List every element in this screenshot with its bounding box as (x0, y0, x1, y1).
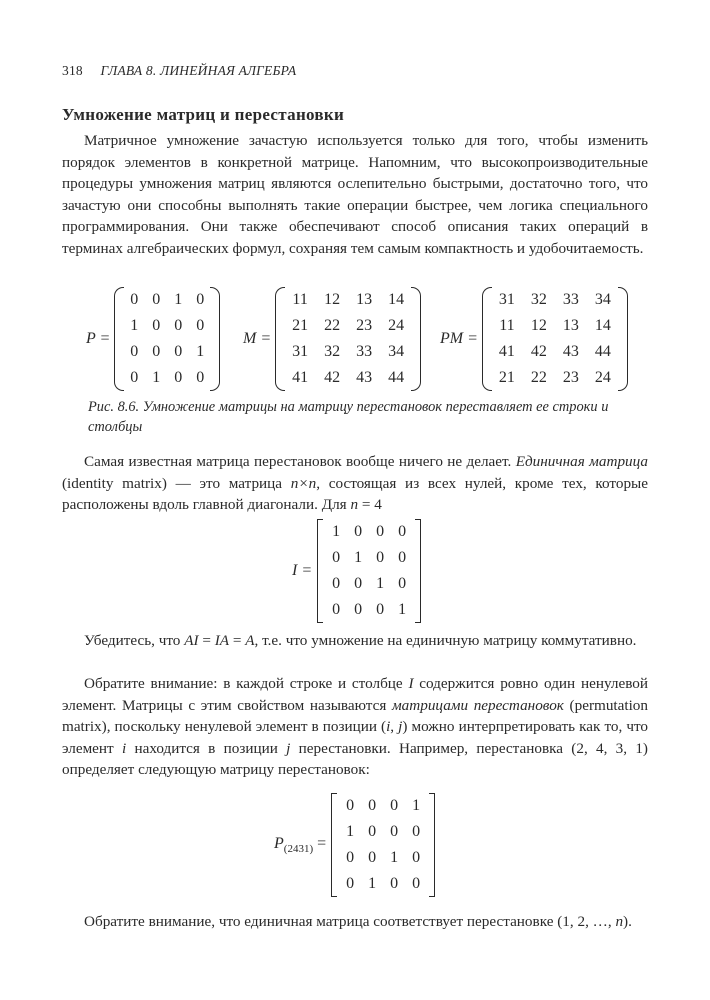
paragraph-4-text (62, 673, 648, 781)
paragraph-2-text (62, 451, 648, 516)
perm-symbol: P (274, 834, 284, 852)
math-ia: IA (214, 632, 230, 649)
matrix-cell: 33 (562, 291, 579, 308)
paragraph-2 (62, 451, 648, 516)
matrix-cell: 1 (152, 369, 161, 386)
matrix-cell: 13 (562, 317, 579, 334)
matrix-p-label: P = (86, 330, 111, 347)
matrix-cell: 1 (130, 317, 139, 334)
matrix-cell: 0 (376, 549, 385, 566)
matrix-cell: 0 (152, 343, 161, 360)
matrix-cell: 11 (292, 291, 308, 308)
matrix-cell: 0 (390, 823, 399, 840)
paragraph-1 (62, 130, 648, 260)
matrix-cell: 0 (354, 575, 363, 592)
matrix-cell: 0 (196, 291, 205, 308)
text-run: , (390, 718, 399, 736)
matrix-cell: 21 (498, 369, 515, 386)
matrix-cell: 31 (498, 291, 515, 308)
text-run: = (229, 632, 246, 649)
matrix-cell: 0 (354, 523, 363, 540)
math-i: I (408, 675, 414, 692)
matrix-cell: 1 (376, 575, 385, 592)
text-run: Самая известная матрица перестановок вообще ничего не делает. (84, 453, 516, 470)
text-run: Убедитесь, что (84, 632, 185, 649)
text-run: = (198, 632, 215, 649)
matrix-cell: 44 (594, 343, 611, 360)
text-run: (identity matrix) — это матрица (62, 474, 291, 492)
matrix-cell: 0 (390, 875, 399, 892)
matrix-cell: 31 (292, 343, 309, 360)
matrix-cell: 32 (324, 343, 341, 360)
matrix-cell: 14 (388, 291, 405, 308)
permutation-matrix (330, 793, 436, 897)
matrix-cell: 12 (530, 317, 547, 334)
identity-matrix (316, 519, 422, 623)
math-j: j (398, 718, 403, 736)
matrix-cell: 0 (412, 875, 421, 892)
matrix-cell: 0 (398, 523, 407, 540)
matrix-cell: 1 (174, 291, 183, 308)
matrix-m-label: M = (243, 330, 272, 347)
matrix-cell: 1 (354, 549, 363, 566)
paragraph-1-text: Матричное умножение зачастую используется только для того, чтобы изменить порядок элементов в конкретной матрице. Напомним, что высокопроизводительные процедуры умножения матриц являются ослепительно быстрыми, достаточно того, что зачастую они способны выполнять такие операции быстрее, чем логика специального программирования. Они также обеспечивают способ описания таких операций в терминах алгебраических формул, сохраняя тем самым компактность и удобочитаемость. (62, 132, 648, 257)
matrix-cell: 41 (498, 343, 515, 360)
running-header (62, 63, 296, 79)
math-j: j (286, 739, 291, 757)
matrix-cell: 0 (174, 343, 183, 360)
paragraph-5-text (62, 911, 648, 933)
page-number: 318 (62, 63, 83, 78)
text-run: , состоящая из всех нулей, кроме тех, которые расположены вдоль главной диагонали. Для (62, 474, 649, 514)
permutation-label (274, 835, 326, 855)
matrix-cell: 0 (130, 369, 139, 386)
math-n: n (350, 496, 359, 514)
text-run: ) можно интерпретировать как то, что элемент (62, 718, 648, 757)
matrix-m-equation (243, 287, 421, 391)
matrix-cell: 1 (412, 797, 421, 814)
matrix-cell: 21 (292, 317, 309, 334)
text-run: Обратите внимание, что единичная матрица соответствует перестановке (1, 2, …, (84, 913, 616, 930)
math-a: A (245, 632, 255, 649)
matrix-cell: 0 (346, 797, 355, 814)
identity-equation (292, 519, 422, 623)
matrix-cell: 0 (174, 317, 183, 334)
paragraph-5 (62, 911, 648, 933)
paragraph-4 (62, 673, 648, 781)
math-n: n (615, 913, 624, 930)
matrix-cell: 0 (346, 849, 355, 866)
math-i: i (121, 739, 127, 757)
matrix-cell: 1 (346, 823, 355, 840)
matrix-pm-label: PM = (440, 330, 478, 347)
matrix-cell: 0 (398, 549, 407, 566)
matrix-cell: 44 (388, 369, 405, 386)
matrix-cell: 1 (390, 849, 399, 866)
matrix-cell: 0 (174, 369, 183, 386)
matrix-cell: 24 (594, 369, 611, 386)
matrix-cell: 0 (412, 849, 421, 866)
matrix-cell: 0 (376, 601, 385, 618)
math-ai: AI (184, 632, 199, 649)
matrix-cell: 0 (130, 291, 139, 308)
matrix-cell: 0 (398, 575, 407, 592)
matrix-cell: 41 (292, 369, 309, 386)
matrix-cell: 23 (356, 317, 373, 334)
matrix-m (275, 287, 421, 391)
matrix-pm (482, 287, 628, 391)
figure-caption: Рис. 8.6. Умножение матрицы на матрицу перестановок переставляет ее строки и столбцы (88, 399, 609, 435)
text-run: содержится ровно один ненулевой элемент. Матрицы с этим свойством называются (62, 675, 648, 714)
perm-subscript: (2431) (283, 843, 314, 856)
matrix-cell: 24 (388, 317, 405, 334)
matrix-cell: 12 (324, 291, 341, 308)
matrix-cell: 0 (368, 823, 377, 840)
text-run: , т.е. что умножение на единичную матрицу коммутативно. (254, 632, 637, 649)
identity-label: I = (292, 562, 313, 579)
matrix-cell: 43 (562, 343, 579, 360)
term-identity-matrix: Единичная матрица (515, 453, 648, 470)
matrix-cell: 0 (332, 549, 341, 566)
matrix-cell: 32 (530, 291, 547, 308)
matrix-cell: 34 (388, 343, 405, 360)
matrix-p (114, 287, 220, 391)
text-run: (permutation matrix), поскольку ненулевой элемент в позиции ( (62, 696, 648, 736)
perm-equals: = (313, 834, 327, 852)
paragraph-3 (62, 630, 648, 652)
math-nxn: n×n (290, 474, 317, 492)
text-run: находится в позиции (126, 739, 287, 757)
matrix-cell: 0 (152, 317, 161, 334)
matrix-cell: 0 (368, 797, 377, 814)
matrix-cell: 13 (356, 291, 373, 308)
matrix-cell: 42 (324, 369, 341, 386)
matrix-cell: 0 (332, 575, 341, 592)
matrix-cell: 42 (530, 343, 547, 360)
matrix-cell: 1 (368, 875, 377, 892)
text-run: ). (623, 913, 632, 930)
matrix-cell: 14 (594, 317, 611, 334)
matrix-cell: 0 (390, 797, 399, 814)
matrix-cell: 0 (354, 601, 363, 618)
matrix-cell: 0 (346, 875, 355, 892)
text-run: = 4 (358, 496, 382, 514)
matrix-cell: 33 (356, 343, 373, 360)
matrix-cell: 0 (130, 343, 139, 360)
matrix-cell: 0 (332, 601, 341, 618)
matrix-cell: 0 (412, 823, 421, 840)
matrix-cell: 1 (332, 523, 341, 540)
matrix-cell: 0 (368, 849, 377, 866)
matrix-cell: 1 (398, 601, 407, 618)
matrix-cell: 0 (376, 523, 385, 540)
matrix-p-equation (86, 287, 220, 391)
matrix-cell: 1 (196, 343, 205, 360)
matrix-cell: 22 (324, 317, 341, 334)
matrix-cell: 0 (196, 369, 205, 386)
chapter-title: ГЛАВА 8. ЛИНЕЙНАЯ АЛГЕБРА (100, 63, 297, 78)
matrix-cell: 0 (196, 317, 205, 334)
matrix-cell: 23 (562, 369, 579, 386)
matrix-cell: 11 (499, 317, 515, 334)
matrix-cell: 43 (356, 369, 373, 386)
term-permutation-matrices: матрицами перестановок (391, 696, 564, 714)
permutation-equation (274, 793, 436, 897)
matrix-cell: 22 (530, 369, 547, 386)
matrix-cell: 34 (594, 291, 611, 308)
matrix-cell: 0 (152, 291, 161, 308)
section-title: Умножение матриц и перестановки (62, 105, 345, 124)
text-run: перестановки. Например, перестановка (2, 4, 3, 1) определяет следующую матрицу перестановок: (62, 739, 648, 779)
paragraph-3-text (62, 630, 648, 652)
math-i: i (386, 718, 391, 736)
text-run: Обратите внимание: в каждой строке и столбце (84, 675, 409, 692)
matrix-pm-equation (440, 287, 628, 391)
